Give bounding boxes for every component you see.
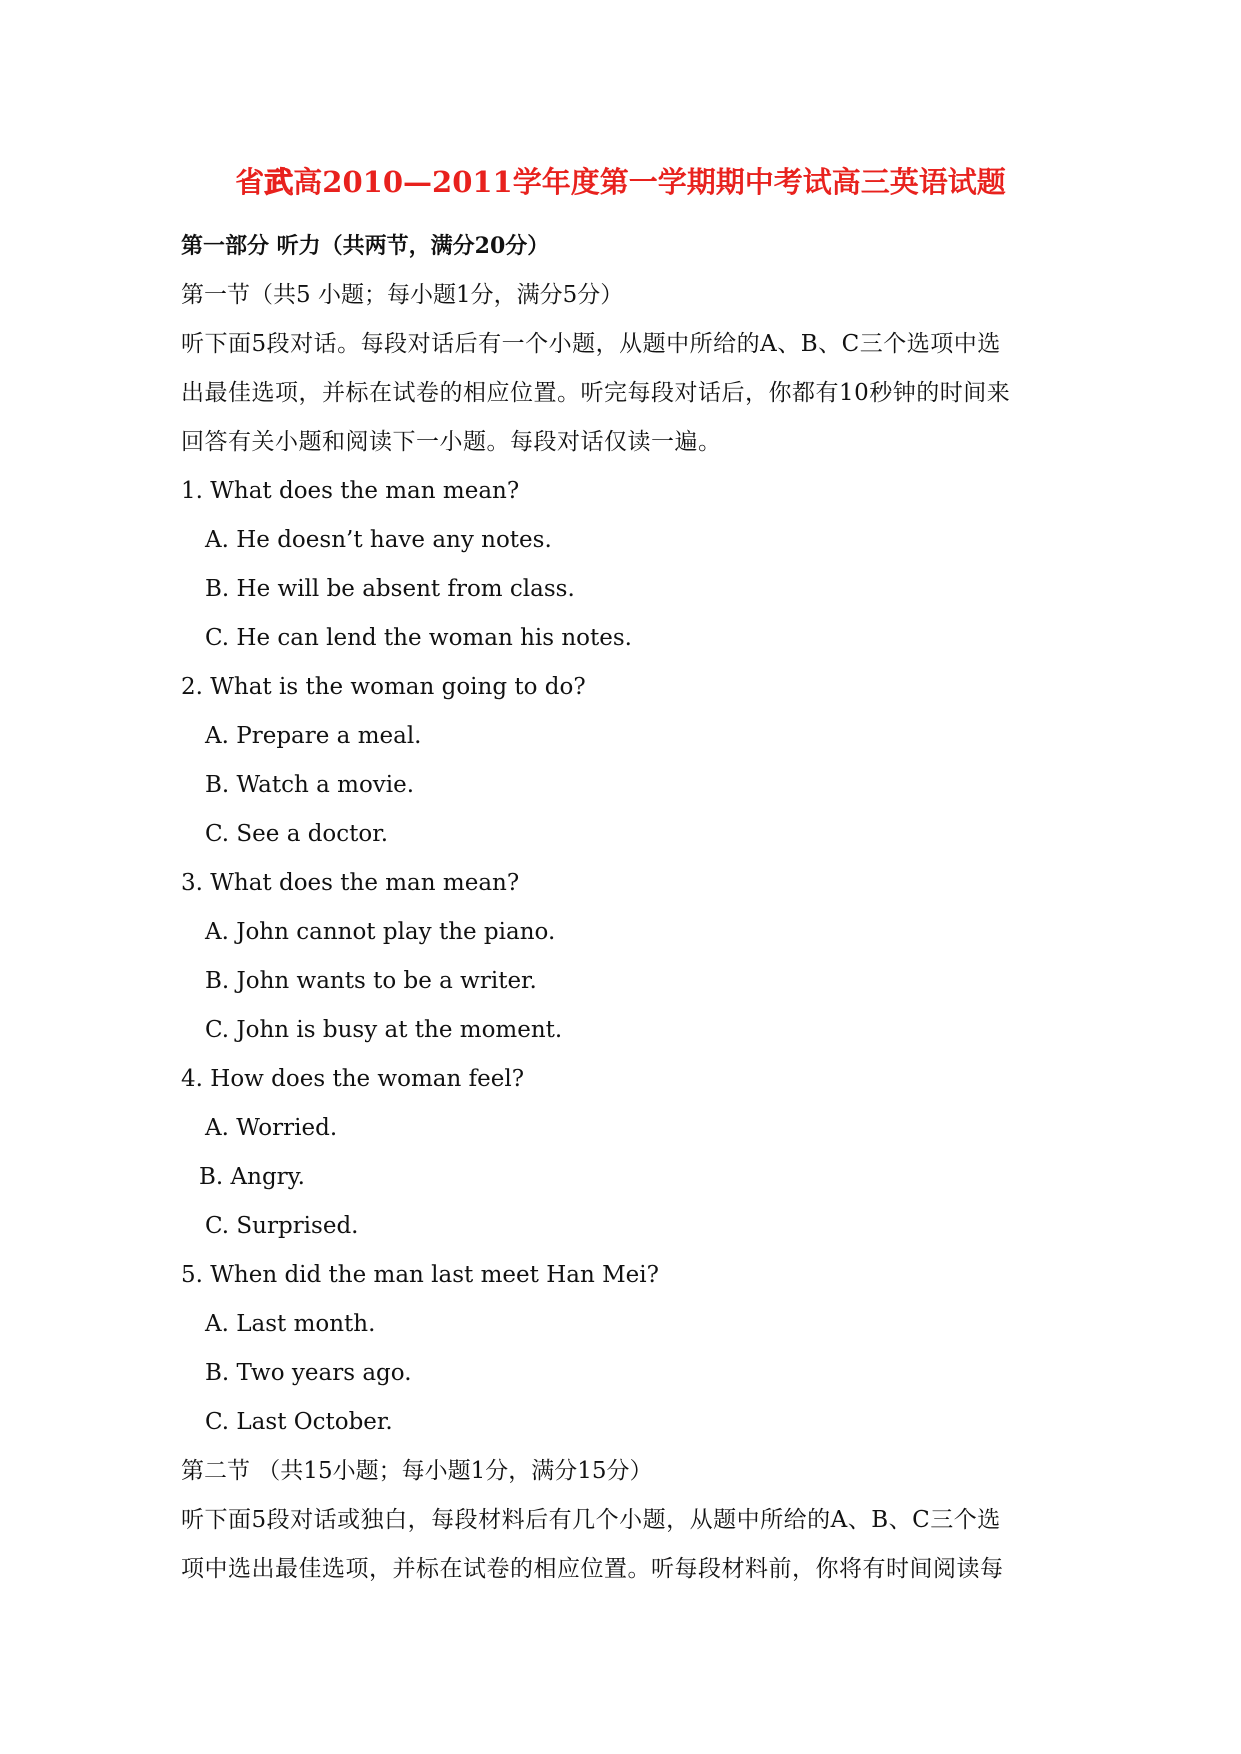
answer-option: C. He can lend the woman his notes. bbox=[205, 625, 632, 651]
part1-heading: 第一部分 听力（共两节，满分20分） bbox=[181, 233, 550, 259]
answer-option: B. Two years ago. bbox=[205, 1360, 412, 1386]
answer-option: A. Last month. bbox=[205, 1311, 376, 1337]
question-stem: 3. What does the man mean? bbox=[181, 870, 520, 896]
answer-option: B. Watch a movie. bbox=[205, 772, 415, 798]
answer-option: A. Prepare a meal. bbox=[205, 723, 422, 749]
section1-instruction-line: 出最佳选项，并标在试卷的相应位置。听完每段对话后，你都有10秒钟的时间来 bbox=[181, 380, 1011, 406]
question-stem: 5. When did the man last meet Han Mei? bbox=[181, 1262, 659, 1288]
question-stem: 1. What does the man mean? bbox=[181, 478, 520, 504]
answer-option: C. See a doctor. bbox=[205, 821, 389, 847]
answer-option: A. Worried. bbox=[205, 1115, 338, 1141]
answer-option: A. John cannot play the piano. bbox=[205, 919, 556, 945]
question-stem: 4. How does the woman feel? bbox=[181, 1066, 525, 1092]
answer-option: A. He doesn’t have any notes. bbox=[205, 527, 552, 553]
section1-instruction-line: 回答有关小题和阅读下一小题。每段对话仅读一遍。 bbox=[181, 429, 722, 455]
question-stem: 2. What is the woman going to do? bbox=[181, 674, 586, 700]
exam-content bbox=[181, 222, 1081, 1594]
section2-heading: 第二节 （共15小题；每小题1分，满分15分） bbox=[181, 1458, 653, 1484]
section2-instruction-line: 听下面5段对话或独白，每段材料后有几个小题，从题中所给的A、B、C三个选 bbox=[181, 1507, 1001, 1533]
title-prefix: 省 bbox=[235, 165, 265, 199]
title-stamp-char: 武 bbox=[264, 165, 294, 199]
answer-option: C. John is busy at the moment. bbox=[205, 1017, 563, 1043]
answer-option: B. He will be absent from class. bbox=[205, 576, 575, 602]
exam-title bbox=[0, 162, 1241, 202]
section2-instruction-line: 项中选出最佳选项，并标在试卷的相应位置。听每段材料前，你将有时间阅读每 bbox=[181, 1556, 1004, 1582]
answer-option: B. John wants to be a writer. bbox=[205, 968, 537, 994]
section1-heading: 第一节（共5 小题；每小题1分，满分5分） bbox=[181, 282, 624, 308]
answer-option: C. Last October. bbox=[205, 1409, 393, 1435]
title-rest: 高2010—2011学年度第一学期期中考试高三英语试题 bbox=[293, 165, 1006, 199]
section1-instruction-line: 听下面5段对话。每段对话后有一个小题，从题中所给的A、B、C三个选项中选 bbox=[181, 331, 1001, 357]
answer-option: B. Angry. bbox=[199, 1164, 305, 1190]
answer-option: C. Surprised. bbox=[205, 1213, 359, 1239]
